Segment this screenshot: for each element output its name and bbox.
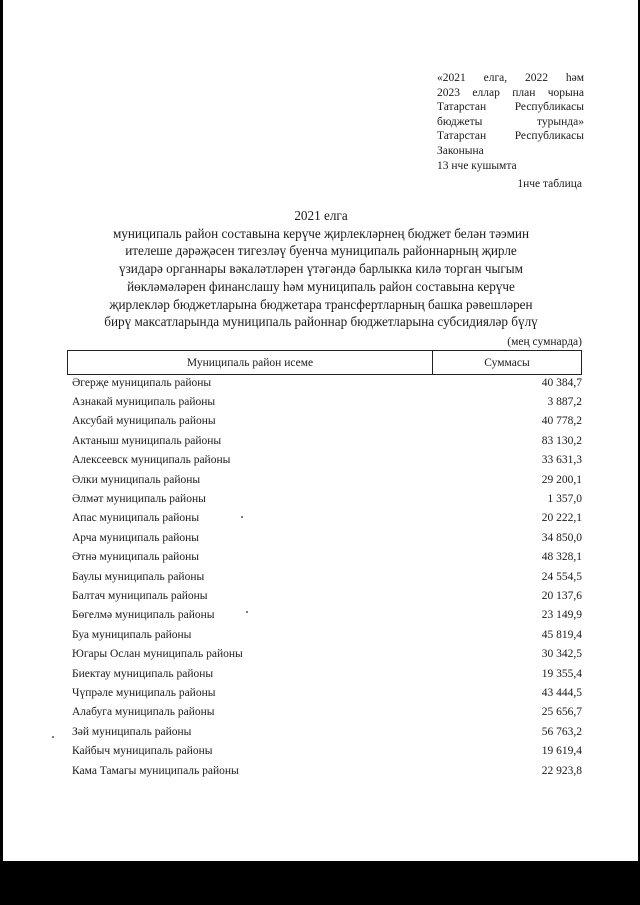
subsidy-amount: 40 384,7 (541, 376, 582, 389)
subsidy-amount: 20 137,6 (541, 589, 582, 602)
law-reference-line: «2021 елга, 2022 һәм (437, 72, 584, 84)
header-district-name: Муниципаль район исеме (68, 351, 433, 374)
scan-bottom-border (0, 861, 640, 905)
district-name: Әлки муниципаль районы (72, 473, 201, 486)
title-line: үзидарә органнары вәкаләтләрен үтәгәндә барлыкка килә торган чыгым (119, 261, 523, 277)
table-row (67, 412, 582, 431)
unit-label: (мең сумнарда) (507, 336, 582, 348)
table-row (67, 606, 582, 625)
law-reference (437, 71, 584, 173)
table-row (67, 392, 582, 411)
district-name: Әтнә муниципаль районы (72, 551, 199, 564)
district-name: Аксубай муниципаль районы (72, 415, 216, 428)
scan-left-edge (0, 0, 3, 905)
table-row (67, 470, 582, 489)
table-row (67, 567, 582, 586)
district-name: Буа муниципаль районы (72, 628, 192, 641)
district-name: Биектау муниципаль районы (72, 667, 214, 680)
subsidy-amount: 43 444,5 (541, 686, 582, 699)
district-name: Апас муниципаль районы (72, 512, 200, 525)
subsidy-amount: 19 619,4 (541, 745, 582, 758)
table-row (67, 528, 582, 547)
law-reference-line: 2023 еллар план чорына (437, 86, 584, 99)
table-row (67, 722, 582, 741)
header-amount: Суммасы (484, 356, 530, 369)
subsidy-amount: 40 778,2 (541, 415, 582, 428)
title-line: җирлекләр бюджетларына бюджетара трансфертларның башка рәвешләрен (109, 296, 533, 312)
table-row (67, 683, 582, 702)
table-number: 1нче таблица (517, 178, 582, 190)
district-name: Зәй муниципаль районы (72, 725, 192, 738)
table-row (67, 625, 582, 644)
table-row (67, 548, 582, 567)
district-name: Азнакай муниципаль районы (72, 396, 216, 409)
appendix-number: 13 нче кушымта (437, 159, 517, 172)
title-line: йөкләмәләрен финанслашу һәм муниципаль район составына керүче (127, 278, 515, 294)
subsidy-amount: 22 923,8 (541, 764, 582, 777)
subsidy-amount: 20 222,1 (541, 512, 582, 525)
table-header (67, 350, 582, 375)
subsidy-amount: 34 850,0 (541, 531, 582, 544)
subsidy-amount: 83 130,2 (541, 434, 582, 447)
subsidy-amount: 45 819,4 (541, 628, 582, 641)
table-row (67, 431, 582, 450)
subsidy-amount: 48 328,1 (541, 551, 582, 564)
subsidy-amount: 1 357,0 (547, 493, 582, 506)
district-name: Әлмәт муниципаль районы (72, 493, 206, 506)
district-name: Арча муниципаль районы (72, 531, 200, 544)
document-title (60, 207, 582, 331)
subsidy-amount: 23 149,9 (541, 609, 582, 622)
table-body (67, 373, 582, 780)
title-line: муниципаль район составына керүче җирлекләрнең бюджет белән тәэмин (112, 225, 530, 241)
law-reference-line: Законына (437, 144, 484, 157)
title-line: ителеше дәрәҗәсен тигезләү буенча муниципаль районнарның җирле (125, 243, 517, 259)
table-row (67, 644, 582, 663)
title-year: 2021 елга (294, 208, 348, 223)
subsidy-amount: 19 355,4 (541, 667, 582, 680)
subsidy-amount: 33 631,3 (541, 454, 582, 467)
table-row (67, 761, 582, 780)
district-name: Актаныш муниципаль районы (72, 434, 222, 447)
district-name: Бөгелмә муниципаль районы (72, 609, 215, 622)
district-name: Баулы муниципаль районы (72, 570, 205, 583)
table-row (67, 664, 582, 683)
district-name: Алабуга муниципаль районы (72, 706, 215, 719)
law-reference-line: Татарстан Республикасы (437, 101, 584, 114)
district-name: Кама Тамагы муниципаль районы (72, 764, 239, 777)
subsidy-amount: 30 342,5 (541, 648, 582, 661)
district-name: Әгерҗе муниципаль районы (72, 376, 212, 389)
district-name: Чүпрәле муниципаль районы (72, 686, 216, 699)
table-row (67, 703, 582, 722)
subsidy-amount: 24 554,5 (541, 570, 582, 583)
scan-speck (246, 611, 248, 613)
district-name: Алексеевск муниципаль районы (72, 454, 231, 467)
district-name: Кайбыч муниципаль районы (72, 745, 213, 758)
subsidy-amount: 25 656,7 (541, 706, 582, 719)
subsidy-amount: 29 200,1 (541, 473, 582, 486)
table-row (67, 509, 582, 528)
subsidy-amount: 56 763,2 (541, 725, 582, 738)
table-row (67, 741, 582, 760)
scan-speck (241, 516, 243, 518)
title-line: бирү максатларында муниципаль районнар бюджетларына субсидияләр бүлү (104, 314, 538, 330)
subsidy-amount: 3 887,2 (547, 396, 582, 409)
law-reference-line: бюджеты турында» (437, 115, 584, 128)
district-name: Балтач муниципаль районы (72, 589, 208, 602)
law-reference-line: Татарстан Республикасы (437, 130, 584, 143)
scan-speck (52, 736, 54, 738)
table-row (67, 489, 582, 508)
table-row (67, 451, 582, 470)
table-row (67, 373, 582, 392)
table-row (67, 586, 582, 605)
district-name: Югары Ослан муниципаль районы (72, 648, 243, 661)
